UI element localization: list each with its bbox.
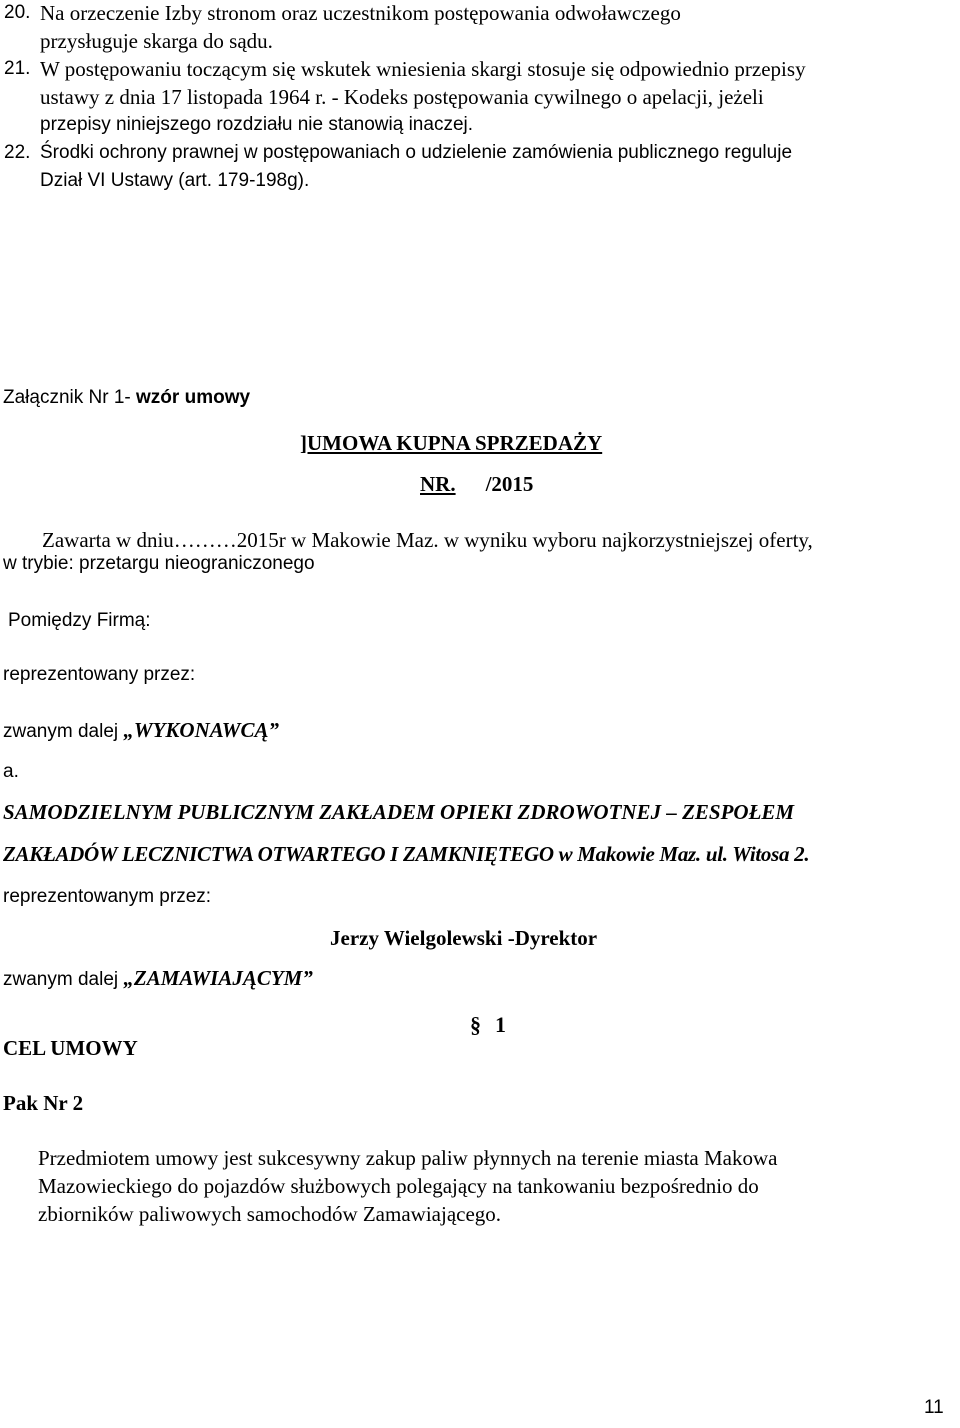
annex-heading	[3, 387, 250, 409]
section-number: 1	[495, 1012, 506, 1037]
contract-title: ]UMOWA KUPNA SPRZEDAŻY	[300, 431, 603, 455]
item-text-line: Dział VI Ustawy (art. 179-198g).	[40, 170, 310, 191]
contractor-prefix: zwanym dalej	[3, 721, 124, 742]
represented-by: reprezentowany przez:	[3, 664, 196, 685]
item-number: 21.	[4, 58, 31, 79]
purpose-heading: CEL UMOWY	[3, 1036, 138, 1060]
page-number: 11	[924, 1397, 944, 1418]
item-text-line: Środki ochrony prawnej w postępowaniach o udzielenie zamówienia publicznego reguluje	[40, 142, 793, 163]
item-text-line: przepisy niniejszego rozdziału nie stanowią inaczej.	[40, 114, 474, 135]
section-marker	[470, 1012, 506, 1038]
ordering-party-line	[3, 966, 313, 991]
contract-number-year: /2015	[485, 472, 534, 496]
purpose-text-line: zbiorników paliwowych samochodów Zamawiającego.	[38, 1202, 502, 1226]
purpose-text-line: Przedmiotem umowy jest sukcesywny zakup paliw płynnych na terenie miasta Makowa	[38, 1146, 778, 1170]
item-number: 22.	[4, 142, 31, 163]
item-text-line: przysługuje skarga do sądu.	[40, 29, 273, 53]
item-number: 20.	[4, 2, 31, 23]
institution-line-2: ZAKŁADÓW LECZNICTWA OTWARTEGO I ZAMKNIĘTEGO w Makowie Maz. ul. Witosa 2.	[3, 842, 810, 866]
purpose-text-line: Mazowieckiego do pojazdów służbowych polegający na tankowaniu bezpośrednio do	[38, 1174, 759, 1198]
contract-number	[420, 472, 533, 497]
represented-by-2: reprezentowanym przez:	[3, 886, 212, 907]
ordering-party-prefix: zwanym dalej	[3, 969, 124, 990]
contractor-name: „WYKONAWCĄ”	[123, 718, 279, 742]
item-text-line: Na orzeczenie Izby stronom oraz uczestnikom postępowania odwoławczego	[40, 1, 681, 25]
contract-number-label: NR.	[420, 472, 456, 496]
concluded-line: Zawarta w dniu………2015r w Makowie Maz. w wyniku wyboru najkorzystniejszej oferty,	[42, 528, 813, 552]
institution-line-1: SAMODZIELNYM PUBLICZNYM ZAKŁADEM OPIEKI ZDROWOTNEJ – ZESPOŁEM	[3, 800, 795, 824]
pack-label: Pak Nr 2	[3, 1091, 84, 1115]
item-text-line: ustawy z dnia 17 listopada 1964 r. - Kodeks postępowania cywilnego o apelacji, jeżeli	[40, 85, 764, 109]
item-text-line: W postępowaniu toczącym się wskutek wniesienia skargi stosuje się odpowiednio przepisy	[40, 57, 806, 81]
annex-bold: wzór umowy	[136, 387, 251, 408]
section-symbol: §	[470, 1012, 481, 1037]
and-letter: a.	[3, 761, 19, 782]
ordering-party-name: „ZAMAWIAJĄCYM”	[123, 966, 313, 990]
director-name: Jerzy Wielgolewski -Dyrektor	[330, 926, 598, 950]
mode-line: w trybie: przetargu nieograniczonego	[3, 553, 315, 574]
annex-prefix: Załącznik Nr 1-	[3, 387, 137, 408]
between-firm: Pomiędzy Firmą:	[8, 610, 151, 631]
contractor-line	[3, 718, 279, 743]
